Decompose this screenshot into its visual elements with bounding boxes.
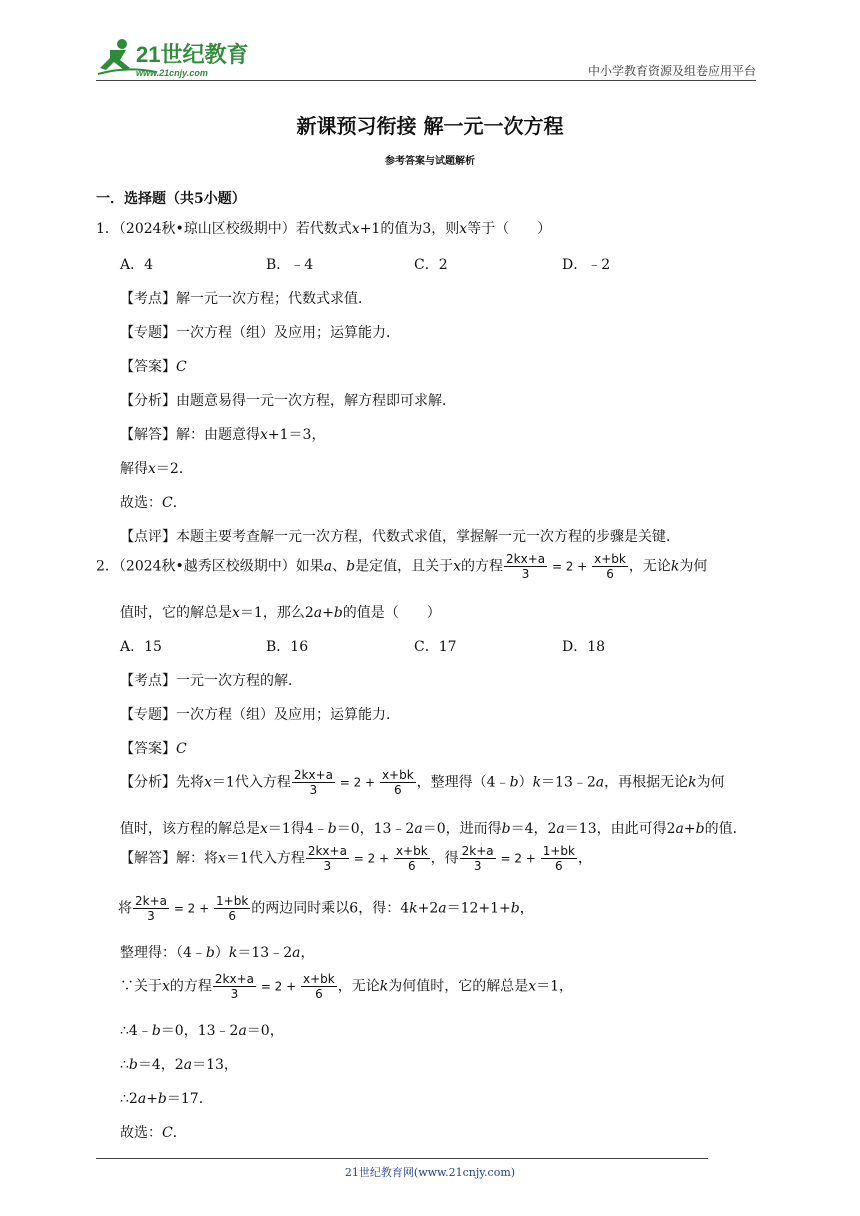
- q2-step2: 整理得：（4﹣b）k＝13﹣2a，: [120, 945, 315, 961]
- fraction: $\frac{2kx+a}{3}$: [506, 552, 546, 581]
- fraction: $\frac{x+bk}{6}$: [303, 972, 335, 1001]
- q2-fenxi-line1: 【分析】先将x＝1代入方程 $\frac{2kx+a}{3}$ = 2 + $\frac{x+bk}{6}$ ，整理得（4﹣b）k＝13﹣2a，再根据无论k为何: [120, 768, 725, 797]
- q2-kaodian: 【考点】一元一次方程的解．: [120, 673, 302, 689]
- fraction: $\frac{2kx+a}{3}$: [293, 768, 333, 797]
- q2-stem-line1: 2．（2024秋•越秀区校级期中）如果a、b是定值，且关于x的方程 $\frac{2kx+a}{3}$ = 2 + $\frac{x+bk}{6}$ ，无论k为何: [96, 552, 708, 581]
- q2-fenxi-line2: 值时，该方程的解总是x＝1得4﹣b＝0，13﹣2a＝0，进而得b＝4，2a＝13，由此可得2a+b的值．: [120, 821, 747, 837]
- header-divider: [96, 80, 756, 81]
- q2-step3: ∵关于x的方程 $\frac{2kx+a}{3}$ = 2 + $\frac{x+bk}{6}$ ，无论k为何值时，它的解总是x＝1，: [120, 972, 574, 1001]
- q2-option-c: C．17: [414, 639, 457, 655]
- q2-choice: 故选：C．: [120, 1125, 187, 1141]
- q2-step5: ∴b＝4，2a＝13，: [120, 1057, 238, 1073]
- page-title: 新课预习衔接 解一元一次方程: [296, 114, 564, 138]
- q1-step: 解得x＝2．: [120, 461, 193, 477]
- q2-jieda: 【解答】解：将x＝1代入方程 $\frac{2kx+a}{3}$ = 2 + $\frac{x+bk}{6}$ ，得 $\frac{2k+a}{3}$ = 2 + $\frac{1+bk}{6}$ ，: [120, 844, 592, 873]
- q1-option-a: A．4: [120, 257, 154, 273]
- q1-option-c: C．2: [414, 257, 448, 273]
- q2-option-a: A．15: [120, 639, 162, 655]
- q2-option-d: D．18: [562, 639, 606, 655]
- q1-option-b: B．﹣4: [266, 257, 314, 273]
- q1-option-d: D．﹣2: [562, 257, 611, 273]
- q1-zhuanti: 【专题】一次方程（组）及应用；运算能力．: [120, 325, 400, 341]
- fraction: $\frac{2kx+a}{3}$: [307, 844, 347, 873]
- fraction: $\frac{1+bk}{6}$: [542, 844, 575, 873]
- q1-choice: 故选：C．: [120, 495, 187, 511]
- logo-main-text: 21世纪教育: [136, 42, 249, 67]
- runner-logo-icon: [96, 36, 256, 80]
- q1-jieda: 【解答】解：由题意得x+1＝3，: [120, 427, 326, 443]
- section-heading: 一．选择题（共5小题）: [96, 191, 246, 207]
- q2-step1: 将 $\frac{2k+a}{3}$ = 2 + $\frac{1+bk}{6}$ 的两边同时乘以6，得：4k+2a＝12+1+b，: [118, 894, 534, 923]
- platform-name: 中小学教育资源及组卷应用平台: [587, 64, 756, 78]
- q2-step4: ∴4﹣b＝0，13﹣2a＝0，: [120, 1023, 284, 1039]
- fraction: $\frac{2kx+a}{3}$: [214, 972, 254, 1001]
- site-logo: [96, 36, 256, 80]
- q1-answer: 【答案】C: [120, 359, 187, 375]
- q1-stem: 1．（2024秋•琼山区校级期中）若代数式x+1的值为3，则x等于（ ）: [96, 221, 552, 237]
- q1-dianping: 【点评】本题主要考查解一元一次方程，代数式求值，掌握解一元一次方程的步骤是关键．: [120, 529, 680, 545]
- q1-fenxi: 【分析】由题意易得一元一次方程，解方程即可求解．: [120, 393, 456, 409]
- footer-divider: [96, 1158, 708, 1159]
- q2-answer: 【答案】C: [120, 741, 187, 757]
- q1-kaodian: 【考点】解一元一次方程；代数式求值．: [120, 291, 372, 307]
- q2-zhuanti: 【专题】一次方程（组）及应用；运算能力．: [120, 707, 400, 723]
- fraction: $\frac{2k+a}{3}$: [135, 894, 167, 923]
- fraction: $\frac{x+bk}{6}$: [594, 552, 626, 581]
- footer-link[interactable]: 21世纪教育网(www.21cnjy.com): [344, 1166, 516, 1179]
- fraction: $\frac{x+bk}{6}$: [395, 844, 428, 873]
- fraction: $\frac{2k+a}{3}$: [461, 844, 494, 873]
- q2-option-b: B．16: [266, 639, 309, 655]
- q2-step6: ∴2a+b＝17．: [120, 1091, 213, 1107]
- fraction: $\frac{1+bk}{6}$: [216, 894, 249, 923]
- logo-url-text: www.21cnjy.com: [136, 68, 208, 78]
- fraction: $\frac{x+bk}{6}$: [381, 768, 414, 797]
- q2-stem-line2: 值时，它的解总是x＝1，那么2a+b的值是（ ）: [120, 605, 441, 621]
- page-subtitle: 参考答案与试题解析: [385, 156, 475, 167]
